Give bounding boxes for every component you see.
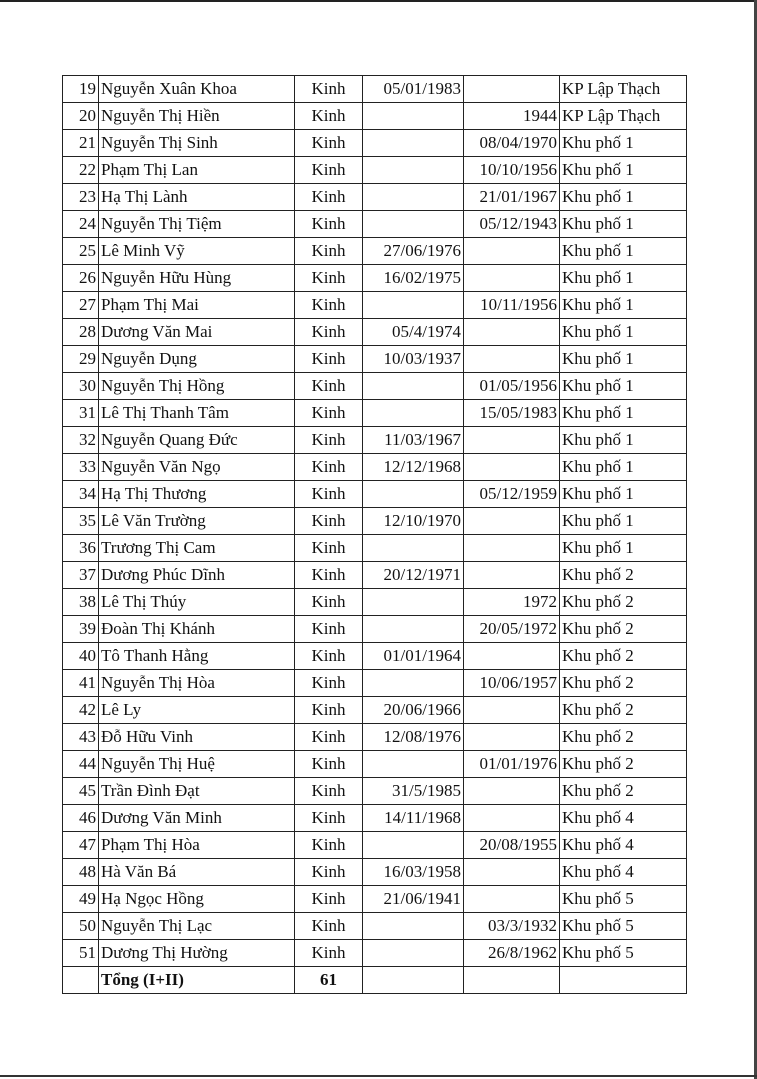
table-row — [63, 130, 687, 157]
row-number-cell: 34 — [63, 481, 99, 508]
address-cell: Khu phố 1 — [560, 211, 687, 238]
table-row — [63, 859, 687, 886]
address-cell: Khu phố 1 — [560, 400, 687, 427]
address-cell: Khu phố 1 — [560, 535, 687, 562]
ethnicity-cell: Kinh — [295, 103, 363, 130]
row-number-cell: 29 — [63, 346, 99, 373]
row-number-cell: 31 — [63, 400, 99, 427]
bottom-border-line — [0, 1075, 757, 1077]
female-birth-date-cell: 10/10/1956 — [464, 157, 560, 184]
roster-body — [63, 76, 687, 967]
male-birth-date-cell: 20/06/1966 — [363, 697, 464, 724]
person-name-cell: Đoàn Thị Khánh — [99, 616, 295, 643]
ethnicity-cell: Kinh — [295, 211, 363, 238]
male-birth-date-cell: 12/12/1968 — [363, 454, 464, 481]
address-cell: Khu phố 1 — [560, 319, 687, 346]
address-cell: Khu phố 1 — [560, 346, 687, 373]
top-border-line — [0, 0, 757, 2]
address-cell: Khu phố 2 — [560, 751, 687, 778]
person-name-cell: Hạ Ngọc Hồng — [99, 886, 295, 913]
female-birth-date-cell — [464, 454, 560, 481]
ethnicity-cell: Kinh — [295, 157, 363, 184]
address-cell: Khu phố 2 — [560, 616, 687, 643]
address-cell: Khu phố 1 — [560, 238, 687, 265]
ethnicity-cell: Kinh — [295, 724, 363, 751]
address-cell: Khu phố 2 — [560, 643, 687, 670]
address-cell: Khu phố 4 — [560, 832, 687, 859]
male-birth-date-cell: 05/4/1974 — [363, 319, 464, 346]
male-birth-date-cell: 31/5/1985 — [363, 778, 464, 805]
table-row — [63, 751, 687, 778]
female-birth-date-cell: 1944 — [464, 103, 560, 130]
row-number-cell: 32 — [63, 427, 99, 454]
female-birth-date-cell: 1972 — [464, 589, 560, 616]
male-birth-date-cell: 14/11/1968 — [363, 805, 464, 832]
row-number-cell: 50 — [63, 913, 99, 940]
address-cell: Khu phố 1 — [560, 481, 687, 508]
female-birth-date-cell: 01/01/1976 — [464, 751, 560, 778]
row-number-cell: 20 — [63, 103, 99, 130]
row-number-cell: 27 — [63, 292, 99, 319]
female-birth-date-cell: 08/04/1970 — [464, 130, 560, 157]
person-name-cell: Trương Thị Cam — [99, 535, 295, 562]
address-cell: Khu phố 1 — [560, 373, 687, 400]
male-birth-date-cell — [363, 616, 464, 643]
table-row — [63, 292, 687, 319]
table-row — [63, 886, 687, 913]
row-number-cell: 43 — [63, 724, 99, 751]
table-row — [63, 373, 687, 400]
ethnicity-cell: Kinh — [295, 778, 363, 805]
household-roster-table — [62, 75, 687, 994]
female-birth-date-cell — [464, 562, 560, 589]
male-birth-date-cell — [363, 940, 464, 967]
person-name-cell: Nguyễn Thị Hồng — [99, 373, 295, 400]
person-name-cell: Nguyễn Xuân Khoa — [99, 76, 295, 103]
row-number-cell: 23 — [63, 184, 99, 211]
female-birth-date-cell — [464, 859, 560, 886]
person-name-cell: Nguyễn Hữu Hùng — [99, 265, 295, 292]
person-name-cell: Hạ Thị Lành — [99, 184, 295, 211]
male-birth-date-cell — [363, 184, 464, 211]
female-birth-date-cell: 10/06/1957 — [464, 670, 560, 697]
female-birth-date-cell: 05/12/1943 — [464, 211, 560, 238]
row-number-cell: 30 — [63, 373, 99, 400]
address-cell: Khu phố 4 — [560, 805, 687, 832]
male-birth-date-cell — [363, 481, 464, 508]
row-number-cell: 40 — [63, 643, 99, 670]
female-birth-date-cell: 10/11/1956 — [464, 292, 560, 319]
ethnicity-cell: Kinh — [295, 616, 363, 643]
table-row — [63, 805, 687, 832]
ethnicity-cell: Kinh — [295, 562, 363, 589]
address-cell: Khu phố 5 — [560, 886, 687, 913]
address-cell: Khu phố 1 — [560, 157, 687, 184]
address-cell: KP Lập Thạch — [560, 76, 687, 103]
table-row — [63, 940, 687, 967]
person-name-cell: Nguyễn Văn Ngọ — [99, 454, 295, 481]
total-value: 61 — [295, 967, 363, 994]
address-cell: Khu phố 2 — [560, 724, 687, 751]
person-name-cell: Dương Thị Hường — [99, 940, 295, 967]
table-row — [63, 562, 687, 589]
male-birth-date-cell — [363, 400, 464, 427]
table-row — [63, 400, 687, 427]
person-name-cell: Lê Ly — [99, 697, 295, 724]
person-name-cell: Lê Thị Thanh Tâm — [99, 400, 295, 427]
person-name-cell: Hà Văn Bá — [99, 859, 295, 886]
row-number-cell: 47 — [63, 832, 99, 859]
person-name-cell: Phạm Thị Hòa — [99, 832, 295, 859]
row-number-cell: 37 — [63, 562, 99, 589]
male-birth-date-cell — [363, 535, 464, 562]
female-birth-date-cell — [464, 724, 560, 751]
table-row — [63, 157, 687, 184]
male-birth-date-cell: 05/01/1983 — [363, 76, 464, 103]
ethnicity-cell: Kinh — [295, 535, 363, 562]
ethnicity-cell: Kinh — [295, 238, 363, 265]
female-birth-date-cell — [464, 535, 560, 562]
address-cell: Khu phố 2 — [560, 589, 687, 616]
female-birth-date-cell: 21/01/1967 — [464, 184, 560, 211]
table-row — [63, 454, 687, 481]
ethnicity-cell: Kinh — [295, 643, 363, 670]
person-name-cell: Lê Minh Vỹ — [99, 238, 295, 265]
ethnicity-cell: Kinh — [295, 319, 363, 346]
row-number-cell: 26 — [63, 265, 99, 292]
ethnicity-cell: Kinh — [295, 859, 363, 886]
table-row — [63, 670, 687, 697]
ethnicity-cell: Kinh — [295, 886, 363, 913]
table-row — [63, 211, 687, 238]
address-cell: Khu phố 1 — [560, 508, 687, 535]
address-cell: KP Lập Thạch — [560, 103, 687, 130]
female-birth-date-cell: 15/05/1983 — [464, 400, 560, 427]
row-number-cell: 45 — [63, 778, 99, 805]
table-row — [63, 697, 687, 724]
table-row — [63, 778, 687, 805]
table-row — [63, 319, 687, 346]
female-birth-date-cell — [464, 427, 560, 454]
ethnicity-cell: Kinh — [295, 697, 363, 724]
row-number-cell: 25 — [63, 238, 99, 265]
person-name-cell: Dương Văn Minh — [99, 805, 295, 832]
male-birth-date-cell: 12/10/1970 — [363, 508, 464, 535]
table-row — [63, 913, 687, 940]
row-number-cell: 41 — [63, 670, 99, 697]
table-row — [63, 184, 687, 211]
person-name-cell: Dương Phúc Dĩnh — [99, 562, 295, 589]
row-number-cell: 42 — [63, 697, 99, 724]
total-empty-cell — [464, 967, 560, 994]
ethnicity-cell: Kinh — [295, 400, 363, 427]
total-label: Tổng (I+II) — [99, 967, 295, 994]
table-row — [63, 643, 687, 670]
person-name-cell: Lê Thị Thúy — [99, 589, 295, 616]
ethnicity-cell: Kinh — [295, 670, 363, 697]
address-cell: Khu phố 2 — [560, 670, 687, 697]
row-number-cell: 48 — [63, 859, 99, 886]
table-row — [63, 508, 687, 535]
person-name-cell: Nguyễn Thị Hòa — [99, 670, 295, 697]
male-birth-date-cell: 27/06/1976 — [363, 238, 464, 265]
female-birth-date-cell — [464, 697, 560, 724]
female-birth-date-cell — [464, 319, 560, 346]
address-cell: Khu phố 1 — [560, 265, 687, 292]
female-birth-date-cell — [464, 76, 560, 103]
male-birth-date-cell — [363, 130, 464, 157]
female-birth-date-cell: 05/12/1959 — [464, 481, 560, 508]
person-name-cell: Phạm Thị Lan — [99, 157, 295, 184]
female-birth-date-cell — [464, 643, 560, 670]
person-name-cell: Nguyễn Thị Huệ — [99, 751, 295, 778]
male-birth-date-cell: 11/03/1967 — [363, 427, 464, 454]
person-name-cell: Phạm Thị Mai — [99, 292, 295, 319]
address-cell: Khu phố 1 — [560, 184, 687, 211]
female-birth-date-cell — [464, 778, 560, 805]
table-row — [63, 832, 687, 859]
female-birth-date-cell: 20/08/1955 — [464, 832, 560, 859]
ethnicity-cell: Kinh — [295, 346, 363, 373]
total-empty-cell — [363, 967, 464, 994]
male-birth-date-cell: 20/12/1971 — [363, 562, 464, 589]
female-birth-date-cell — [464, 886, 560, 913]
row-number-cell: 28 — [63, 319, 99, 346]
female-birth-date-cell — [464, 805, 560, 832]
male-birth-date-cell: 01/01/1964 — [363, 643, 464, 670]
male-birth-date-cell: 16/02/1975 — [363, 265, 464, 292]
ethnicity-cell: Kinh — [295, 940, 363, 967]
ethnicity-cell: Kinh — [295, 454, 363, 481]
female-birth-date-cell — [464, 346, 560, 373]
ethnicity-cell: Kinh — [295, 805, 363, 832]
ethnicity-cell: Kinh — [295, 508, 363, 535]
male-birth-date-cell — [363, 373, 464, 400]
person-name-cell: Tô Thanh Hằng — [99, 643, 295, 670]
person-name-cell: Lê Văn Trường — [99, 508, 295, 535]
ethnicity-cell: Kinh — [295, 427, 363, 454]
row-number-cell: 22 — [63, 157, 99, 184]
table-row — [63, 346, 687, 373]
ethnicity-cell: Kinh — [295, 481, 363, 508]
male-birth-date-cell — [363, 103, 464, 130]
female-birth-date-cell — [464, 265, 560, 292]
table-row — [63, 481, 687, 508]
ethnicity-cell: Kinh — [295, 76, 363, 103]
person-name-cell: Nguyễn Thị Hiền — [99, 103, 295, 130]
row-number-cell: 38 — [63, 589, 99, 616]
row-number-cell: 36 — [63, 535, 99, 562]
ethnicity-cell: Kinh — [295, 130, 363, 157]
female-birth-date-cell — [464, 238, 560, 265]
ethnicity-cell: Kinh — [295, 751, 363, 778]
person-name-cell: Nguyễn Thị Tiệm — [99, 211, 295, 238]
person-name-cell: Trần Đình Đạt — [99, 778, 295, 805]
row-number-cell: 39 — [63, 616, 99, 643]
person-name-cell: Nguyễn Thị Sinh — [99, 130, 295, 157]
row-number-cell: 51 — [63, 940, 99, 967]
address-cell: Khu phố 1 — [560, 454, 687, 481]
table-row — [63, 76, 687, 103]
ethnicity-cell: Kinh — [295, 265, 363, 292]
female-birth-date-cell: 26/8/1962 — [464, 940, 560, 967]
ethnicity-cell: Kinh — [295, 832, 363, 859]
ethnicity-cell: Kinh — [295, 589, 363, 616]
ethnicity-cell: Kinh — [295, 913, 363, 940]
total-stt-cell — [63, 967, 99, 994]
person-name-cell: Nguyễn Dụng — [99, 346, 295, 373]
row-number-cell: 24 — [63, 211, 99, 238]
address-cell: Khu phố 2 — [560, 562, 687, 589]
male-birth-date-cell — [363, 832, 464, 859]
ethnicity-cell: Kinh — [295, 373, 363, 400]
row-number-cell: 49 — [63, 886, 99, 913]
male-birth-date-cell — [363, 913, 464, 940]
table-row — [63, 616, 687, 643]
table-row — [63, 265, 687, 292]
male-birth-date-cell — [363, 292, 464, 319]
male-birth-date-cell — [363, 589, 464, 616]
male-birth-date-cell: 16/03/1958 — [363, 859, 464, 886]
female-birth-date-cell: 20/05/1972 — [464, 616, 560, 643]
row-number-cell: 19 — [63, 76, 99, 103]
table-row — [63, 535, 687, 562]
ethnicity-cell: Kinh — [295, 292, 363, 319]
male-birth-date-cell — [363, 157, 464, 184]
table-row — [63, 427, 687, 454]
address-cell: Khu phố 1 — [560, 130, 687, 157]
row-number-cell: 33 — [63, 454, 99, 481]
row-number-cell: 21 — [63, 130, 99, 157]
address-cell: Khu phố 1 — [560, 427, 687, 454]
table-row — [63, 724, 687, 751]
female-birth-date-cell: 01/05/1956 — [464, 373, 560, 400]
female-birth-date-cell: 03/3/1932 — [464, 913, 560, 940]
person-name-cell: Nguyễn Quang Đức — [99, 427, 295, 454]
address-cell: Khu phố 2 — [560, 697, 687, 724]
male-birth-date-cell — [363, 211, 464, 238]
male-birth-date-cell — [363, 751, 464, 778]
person-name-cell: Đỗ Hữu Vinh — [99, 724, 295, 751]
male-birth-date-cell — [363, 670, 464, 697]
address-cell: Khu phố 5 — [560, 940, 687, 967]
ethnicity-cell: Kinh — [295, 184, 363, 211]
address-cell: Khu phố 1 — [560, 292, 687, 319]
female-birth-date-cell — [464, 508, 560, 535]
person-name-cell: Hạ Thị Thương — [99, 481, 295, 508]
row-number-cell: 35 — [63, 508, 99, 535]
male-birth-date-cell: 12/08/1976 — [363, 724, 464, 751]
total-row — [63, 967, 687, 994]
address-cell: Khu phố 5 — [560, 913, 687, 940]
table-row — [63, 238, 687, 265]
person-name-cell: Dương Văn Mai — [99, 319, 295, 346]
total-empty-cell — [560, 967, 687, 994]
male-birth-date-cell: 10/03/1937 — [363, 346, 464, 373]
address-cell: Khu phố 2 — [560, 778, 687, 805]
person-name-cell: Nguyễn Thị Lạc — [99, 913, 295, 940]
table-row — [63, 103, 687, 130]
male-birth-date-cell: 21/06/1941 — [363, 886, 464, 913]
row-number-cell: 46 — [63, 805, 99, 832]
table-row — [63, 589, 687, 616]
address-cell: Khu phố 4 — [560, 859, 687, 886]
row-number-cell: 44 — [63, 751, 99, 778]
